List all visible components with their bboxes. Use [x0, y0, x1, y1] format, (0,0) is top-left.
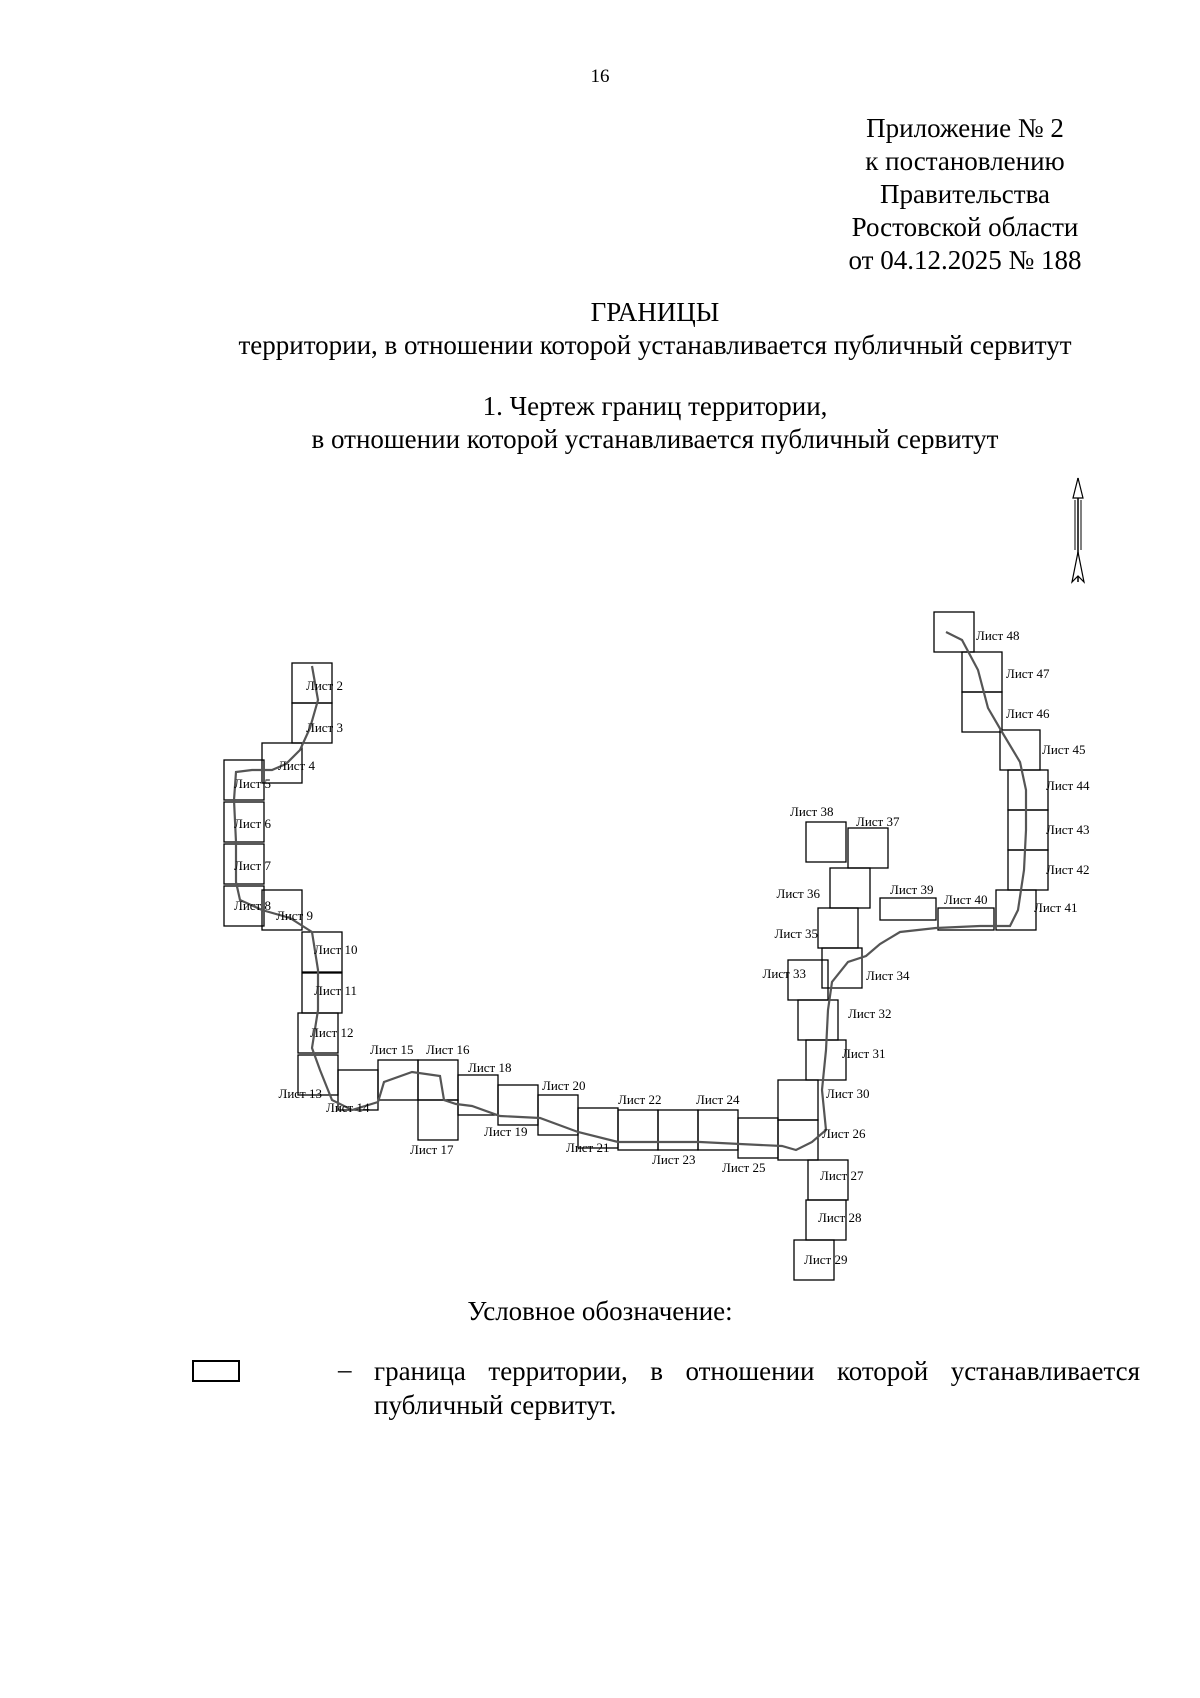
- sheet-label-32: Лист 32: [848, 1006, 892, 1021]
- sheet-label-15: Лист 15: [370, 1042, 414, 1057]
- sheet-label-24: Лист 24: [696, 1092, 740, 1107]
- sheet-frame-41: [996, 890, 1036, 930]
- sheet-label-11: Лист 11: [314, 983, 357, 998]
- section-line-1: 1. Чертеж границ территории,: [482, 391, 828, 421]
- title-subheading: территории, в отношении которой устанавливается публичный сервитут: [238, 330, 1072, 360]
- sheet-label-44: Лист 44: [1046, 778, 1090, 793]
- page-number: 16: [590, 66, 610, 87]
- sheet-label-39: Лист 39: [890, 882, 934, 897]
- appendix-line-2: к постановлению: [865, 146, 1065, 176]
- title-heading: ГРАНИЦЫ: [590, 297, 720, 327]
- sheet-label-8: Лист 8: [234, 898, 271, 913]
- sheet-label-20: Лист 20: [542, 1078, 586, 1093]
- sheet-frame-37: [848, 828, 888, 868]
- sheet-frame-38: [806, 822, 846, 862]
- sheet-label-33: Лист 33: [762, 966, 806, 981]
- legend-item: [190, 1354, 1140, 1434]
- sheet-label-41: Лист 41: [1034, 900, 1078, 915]
- sheet-label-5: Лист 5: [234, 776, 271, 791]
- north-arrow-icon: [1072, 478, 1084, 582]
- appendix-line-5: от 04.12.2025 № 188: [848, 245, 1082, 275]
- sheet-label-9: Лист 9: [276, 908, 313, 923]
- sheet-label-4: Лист 4: [278, 758, 315, 773]
- sheet-label-31: Лист 31: [842, 1046, 886, 1061]
- boundary-drawing: [0, 470, 1200, 1310]
- appendix-header: [820, 112, 1110, 277]
- sheet-label-37: Лист 37: [856, 814, 900, 829]
- sheet-frame-23: [658, 1110, 698, 1150]
- sheet-frame-30: [778, 1080, 818, 1120]
- sheet-frame-25: [738, 1118, 778, 1158]
- sheet-label-23: Лист 23: [652, 1152, 696, 1167]
- appendix-line-1: Приложение № 2: [866, 113, 1064, 143]
- sheet-label-45: Лист 45: [1042, 742, 1086, 757]
- sheet-label-6: Лист 6: [234, 816, 271, 831]
- sheet-label-25: Лист 25: [722, 1160, 766, 1175]
- sheet-label-42: Лист 42: [1046, 862, 1090, 877]
- sheet-label-3: Лист 3: [306, 720, 343, 735]
- appendix-line-4: Ростовской области: [851, 212, 1079, 242]
- sheet-label-22: Лист 22: [618, 1092, 662, 1107]
- sheet-label-43: Лист 43: [1046, 822, 1090, 837]
- sheet-frame-43: [1008, 810, 1048, 850]
- sheet-frame-46: [962, 692, 1002, 732]
- sheet-label-16: Лист 16: [426, 1042, 470, 1057]
- sheet-label-10: Лист 10: [314, 942, 358, 957]
- sheet-frame-35: [818, 908, 858, 948]
- sheet-frame-15: [378, 1060, 418, 1100]
- sheet-label-35: Лист 35: [774, 926, 818, 941]
- sheet-frame-16: [418, 1060, 458, 1100]
- sheet-label-38: Лист 38: [790, 804, 834, 819]
- legend-title: Условное обозначение:: [467, 1296, 733, 1326]
- sheet-label-34: Лист 34: [866, 968, 910, 983]
- sheet-frame-44: [1008, 770, 1048, 810]
- sheet-label-40: Лист 40: [944, 892, 988, 907]
- legend-text: граница территории, в отношении которой устанавливается публичный сервитут.: [374, 1356, 1140, 1420]
- sheet-label-17: Лист 17: [410, 1142, 454, 1157]
- sheet-frame-19: [498, 1085, 538, 1125]
- sheet-frame-17: [418, 1100, 458, 1140]
- sheet-frame-36: [830, 868, 870, 908]
- sheet-frame-48: [934, 612, 974, 652]
- sheet-frame-32: [798, 1000, 838, 1040]
- sheet-label-7: Лист 7: [234, 858, 271, 873]
- sheet-label-21: Лист 21: [566, 1140, 610, 1155]
- sheet-frame-39: [880, 898, 936, 920]
- sheet-label-14: Лист 14: [326, 1100, 370, 1115]
- section-line-2: в отношении которой устанавливается публичный сервитут: [311, 424, 999, 454]
- section-title: [110, 390, 1200, 456]
- sheet-label-28: Лист 28: [818, 1210, 862, 1225]
- sheet-label-30: Лист 30: [826, 1086, 870, 1101]
- sheet-label-47: Лист 47: [1006, 666, 1050, 681]
- boundary-map: [0, 470, 1200, 1310]
- boundary-legend-symbol: [192, 1360, 240, 1382]
- legend-dash: –: [338, 1354, 352, 1384]
- sheet-label-48: Лист 48: [976, 628, 1020, 643]
- document-title: [0, 296, 1200, 362]
- sheet-label-12: Лист 12: [310, 1025, 354, 1040]
- sheet-label-19: Лист 19: [484, 1124, 528, 1139]
- sheet-label-27: Лист 27: [820, 1168, 864, 1183]
- sheet-label-2: Лист 2: [306, 678, 343, 693]
- sheet-frame-42: [1008, 850, 1048, 890]
- appendix-line-3: Правительства: [880, 179, 1050, 209]
- sheet-label-29: Лист 29: [804, 1252, 848, 1267]
- sheet-frame-26: [778, 1120, 818, 1160]
- sheet-label-36: Лист 36: [776, 886, 820, 901]
- sheet-label-13: Лист 13: [278, 1086, 322, 1101]
- sheet-label-18: Лист 18: [468, 1060, 512, 1075]
- sheet-frame-22: [618, 1110, 658, 1150]
- sheet-label-26: Лист 26: [822, 1126, 866, 1141]
- sheet-label-46: Лист 46: [1006, 706, 1050, 721]
